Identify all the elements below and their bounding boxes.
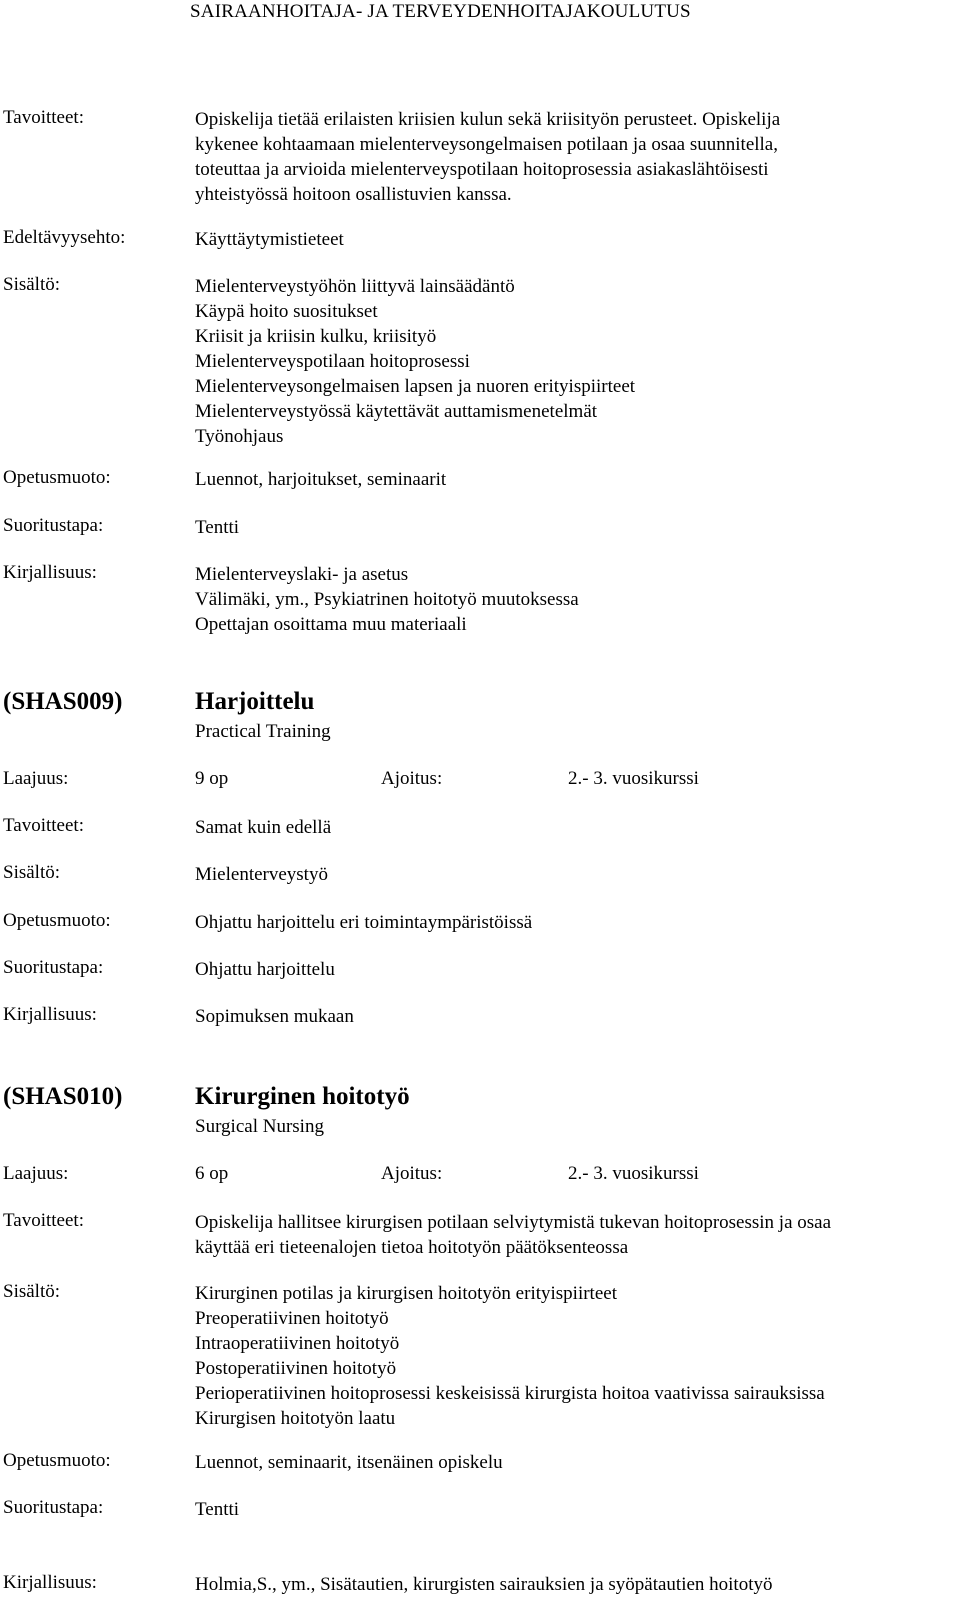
list-item: Opettajan osoittama muu materiaali [195,614,467,635]
laajuus-value: 9 op [195,768,229,789]
text-line: toteuttaa ja arvioida mielenterveyspotilaan hoitoprosessia asiakaslähtöisesti [195,159,769,180]
course-subtitle: Surgical Nursing [195,1116,324,1137]
laajuus-label: Laajuus: [3,1163,69,1184]
suoritustapa-label: Suoritustapa: [3,515,104,536]
text-line: yhteistyössä hoitoon osallistuvien kanssa. [195,184,512,205]
kirjallisuus-list [195,562,579,637]
tavoitteet-text [195,1210,831,1260]
tavoitteet-value: Samat kuin edellä [195,817,332,838]
list-item: Mielenterveystyöhön liittyvä lainsäädäntö [195,276,515,297]
list-item: Intraoperatiivinen hoitotyö [195,1333,400,1354]
list-item: Kriisit ja kriisin kulku, kriisityö [195,326,437,347]
list-item: Mielenterveyspotilaan hoitoprosessi [195,351,470,372]
laajuus-label: Laajuus: [3,768,69,789]
list-item: Mielenterveyslaki- ja asetus [195,564,409,585]
opetusmuoto-label: Opetusmuoto: [3,467,111,488]
list-item: Kirurginen potilas ja kirurgisen hoitotyön erityispiirteet [195,1283,617,1304]
kirjallisuus-label: Kirjallisuus: [3,1004,97,1025]
opetusmuoto-label: Opetusmuoto: [3,910,111,931]
list-item: Käypä hoito suositukset [195,301,378,322]
ajoitus-value: 2.- 3. vuosikurssi [568,768,699,789]
edeltavyys-value: Käyttäytymistieteet [195,229,344,250]
sisalto-list [195,1281,825,1431]
course-subtitle: Practical Training [195,721,331,742]
laajuus-value: 6 op [195,1163,229,1184]
sisalto-label: Sisältö: [3,274,61,295]
kirjallisuus-label: Kirjallisuus: [3,1572,97,1593]
list-item: Työnohjaus [195,426,284,447]
kirjallisuus-value: Holmia,S., ym., Sisätautien, kirurgisten sairauksien ja syöpätautien hoitotyö [195,1574,773,1595]
sisalto-label: Sisältö: [3,862,61,883]
text-line: Opiskelija hallitsee kirurgisen potilaan selviytymistä tukevan hoitoprosessin ja osaa [195,1212,832,1233]
opetusmuoto-value: Ohjattu harjoittelu eri toimintaympäristöissä [195,912,533,933]
opetusmuoto-value: Luennot, harjoitukset, seminaarit [195,469,447,490]
opetusmuoto-label: Opetusmuoto: [3,1450,111,1471]
ajoitus-label: Ajoitus: [381,1163,443,1184]
course-title: Kirurginen hoitotyö [195,1083,410,1110]
list-item: Mielenterveystyössä käytettävät auttamismenetelmät [195,401,598,422]
list-item: Välimäki, ym., Psykiatrinen hoitotyö muutoksessa [195,589,579,610]
document-header: SAIRAANHOITAJA- JA TERVEYDENHOITAJAKOULUTUS [190,1,691,22]
list-item: Postoperatiivinen hoitotyö [195,1358,397,1379]
suoritustapa-label: Suoritustapa: [3,957,104,978]
course-title: Harjoittelu [195,688,315,715]
edeltavyys-label: Edeltävyysehto: [3,227,126,248]
list-item: Perioperatiivinen hoitoprosessi keskeisissä kirurgista hoitoa vaativissa sairauksissa [195,1383,825,1404]
opetusmuoto-value: Luennot, seminaarit, itsenäinen opiskelu [195,1452,503,1473]
course-code: (SHAS009) [3,688,123,715]
suoritustapa-value: Ohjattu harjoittelu [195,959,335,980]
list-item: Mielenterveysongelmaisen lapsen ja nuoren erityispiirteet [195,376,636,397]
suoritustapa-value: Tentti [195,517,240,538]
list-item: Kirurgisen hoitotyön laatu [195,1408,396,1429]
tavoitteet-text [195,107,780,207]
ajoitus-label: Ajoitus: [381,768,443,789]
text-line: kykenee kohtaamaan mielenterveysongelmaisen potilaan ja osaa suunnitella, [195,134,778,155]
sisalto-value: Mielenterveystyö [195,864,328,885]
text-line: käyttää eri tieteenalojen tietoa hoitotyön päätöksenteossa [195,1237,629,1258]
tavoitteet-label: Tavoitteet: [3,107,84,128]
sisalto-label: Sisältö: [3,1281,61,1302]
suoritustapa-value: Tentti [195,1499,240,1520]
tavoitteet-label: Tavoitteet: [3,815,84,836]
suoritustapa-label: Suoritustapa: [3,1497,104,1518]
tavoitteet-label: Tavoitteet: [3,1210,84,1231]
kirjallisuus-label: Kirjallisuus: [3,562,97,583]
sisalto-list [195,274,635,449]
kirjallisuus-value: Sopimuksen mukaan [195,1006,354,1027]
text-line: Opiskelija tietää erilaisten kriisien kulun sekä kriisityön perusteet. Opiskelija [195,109,781,130]
ajoitus-value: 2.- 3. vuosikurssi [568,1163,699,1184]
course-code: (SHAS010) [3,1083,123,1110]
list-item: Preoperatiivinen hoitotyö [195,1308,389,1329]
